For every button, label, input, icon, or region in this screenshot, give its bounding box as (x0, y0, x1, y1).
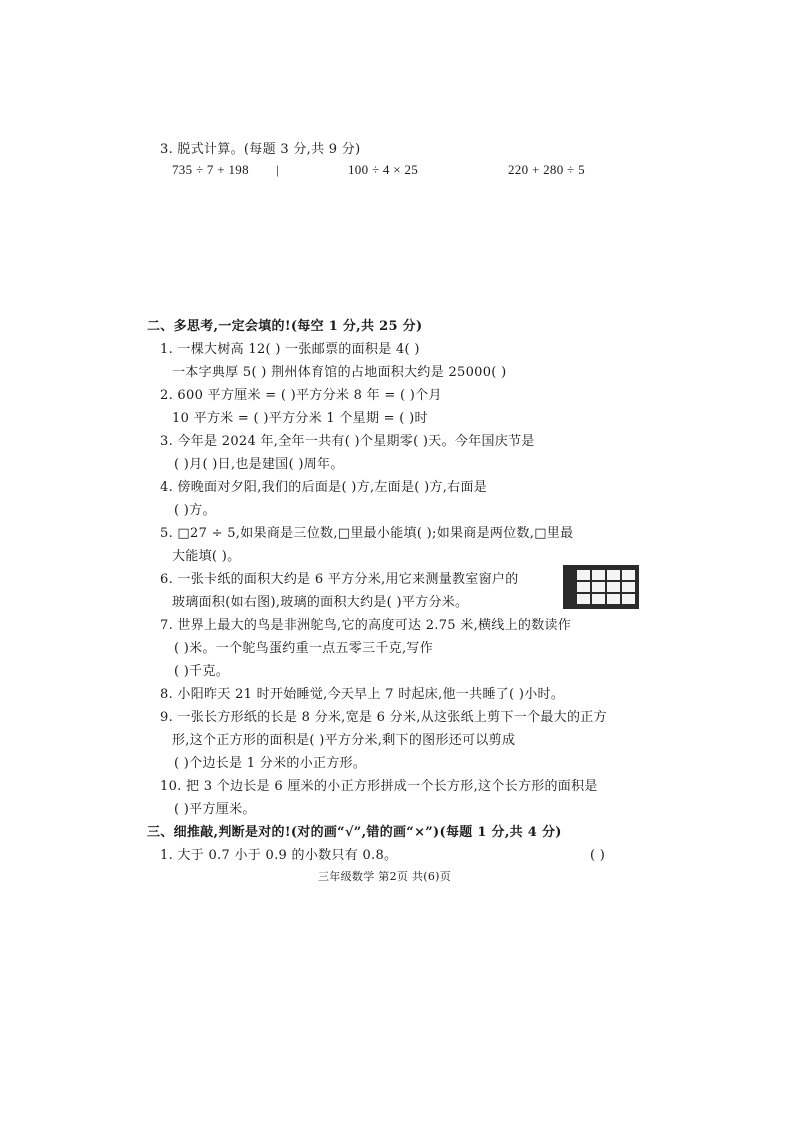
q6-line2: 玻璃面积(如右图),玻璃的面积大约是( )平方分米。 (172, 595, 469, 610)
q4-line1: 4. 傍晚面对夕阳,我们的后面是( )方,左面是( )方,右面是 (160, 480, 488, 495)
q6-line1: 6. 一张卡纸的面积大约是 6 平方分米,用它来测量教室窗户的 (160, 572, 519, 587)
window-pane (607, 570, 620, 580)
window-pane (577, 594, 590, 604)
q9-line1: 9. 一张长方形纸的长是 8 分米,宽是 6 分米,从这张纸上剪下一个最大的正方 (160, 710, 607, 725)
section2-heading: 二、多思考,一定会填的!(每空 1 分,共 25 分) (147, 319, 423, 334)
q7-line2: ( )米。一个鸵鸟蛋约重一点五零三千克,写作 (174, 641, 434, 656)
q3-line1: 3. 今年是 2024 年,全年一共有( )个星期零( )天。今年国庆节是 (160, 434, 535, 449)
section3-heading: 三、细推敲,判断是对的!(对的画“√”,错的画“×”)(每题 1 分,共 4 分) (147, 825, 562, 840)
window-pane (622, 582, 635, 592)
page-footer: 三年级数学 第2页 共(6)页 (318, 870, 452, 883)
q1-line2: 一本字典厚 5( ) 荆州体育馆的占地面积大约是 25000( ) (172, 365, 507, 380)
q10-line2: ( )平方厘米。 (174, 802, 256, 817)
q4-line2: ( )方。 (174, 503, 216, 518)
window-pane (622, 594, 635, 604)
divider-mark: | (276, 162, 279, 177)
q3-line2: ( )月( )日,也是建国( )周年。 (174, 457, 344, 472)
q10-line1: 10. 把 3 个边长是 6 厘米的小正方形拼成一个长方形,这个长方形的面积是 (160, 779, 598, 794)
q7-line1: 7. 世界上最大的鸟是非洲鸵鸟,它的高度可达 2.75 米,横线上的数读作 (160, 618, 572, 633)
q9-line3: ( )个边长是 1 分米的小正方形。 (174, 756, 367, 771)
window-pane (607, 594, 620, 604)
window-pane (607, 582, 620, 592)
classroom-window-figure (563, 565, 639, 609)
judge-item-1: 1. 大于 0.7 小于 0.9 的小数只有 0.8。 (160, 848, 398, 863)
calc-section-title: 3. 脱式计算。(每题 3 分,共 9 分) (160, 142, 361, 157)
q1-line1: 1. 一棵大树高 12( ) 一张邮票的面积是 4( ) (160, 342, 420, 357)
q9-line2: 形,这个正方形的面积是( )平方分米,剩下的图形还可以剪成 (172, 733, 516, 748)
q5-line1: 5. □27 ÷ 5,如果商是三位数,□里最小能填( );如果商是两位数,□里最 (160, 526, 574, 541)
q7-line3: ( )千克。 (174, 664, 230, 679)
calc-problem-3: 220 + 280 ÷ 5 (508, 162, 585, 177)
window-pane (622, 570, 635, 580)
q2-line1: 2. 600 平方厘米 = ( )平方分米 8 年 = ( )个月 (160, 388, 442, 403)
window-pane (592, 594, 605, 604)
judge-answer-box-1[interactable]: ( ) (590, 848, 606, 863)
window-pane-grid (577, 570, 635, 604)
calc-problem-1: 735 ÷ 7 + 198 (172, 162, 249, 177)
calc-problem-2: 100 ÷ 4 × 25 (348, 162, 419, 177)
q5-line2: 大能填( )。 (172, 549, 241, 564)
q8-line1: 8. 小阳昨天 21 时开始睡觉,今天早上 7 时起床,他一共睡了( )小时。 (160, 687, 565, 702)
window-pane (577, 570, 590, 580)
window-pane (577, 582, 590, 592)
window-pane (592, 582, 605, 592)
window-pane (592, 570, 605, 580)
q2-line2: 10 平方米 = ( )平方分米 1 个星期 = ( )时 (172, 411, 428, 426)
